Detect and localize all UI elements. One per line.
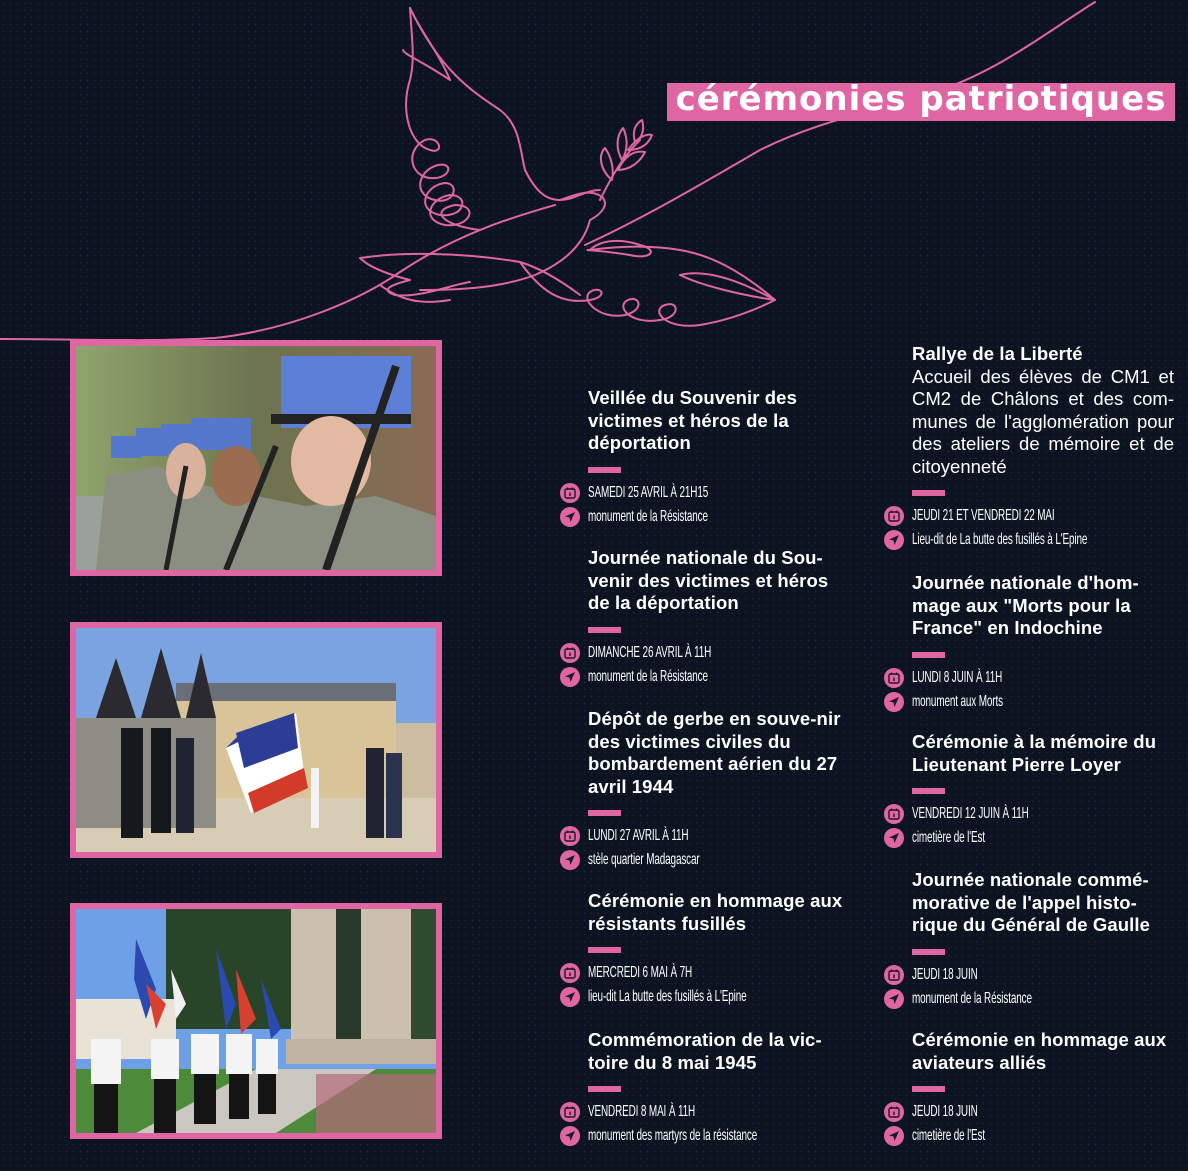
event-place: monument de la Résistance (912, 989, 1032, 1007)
calendar-icon (884, 965, 904, 985)
event-date: LUNDI 8 JUIN À 11H (912, 668, 1003, 686)
event-date-row (560, 641, 845, 665)
event-title: Journée nationale du Sou-venir des victimes et héros de la déportation (588, 547, 829, 613)
location-arrow-icon (560, 667, 580, 687)
location-arrow-icon (884, 692, 904, 712)
calendar-icon (560, 963, 580, 983)
calendar-icon (884, 506, 904, 526)
event-item (884, 572, 1174, 714)
accent-divider (912, 490, 945, 496)
location-arrow-icon (560, 850, 580, 870)
calendar-icon (884, 668, 904, 688)
accent-divider (588, 1086, 621, 1092)
location-arrow-icon (560, 987, 580, 1007)
event-date-row (884, 666, 1174, 690)
location-arrow-icon (884, 530, 904, 550)
event-title: Journée nationale d'hom-mage aux "Morts pour la France" en Indochine (912, 572, 1139, 638)
event-description: Accueil des élèves de CM1 et CM2 de Châlons et des com-munes de l'agglomération pour des ateliers de mémoire et de citoyenneté (912, 365, 1174, 477)
event-date: DIMANCHE 26 AVRIL À 11H (588, 643, 712, 661)
event-title: Veillée du Souvenir des victimes et héros de la déportation (588, 387, 797, 453)
event-title: Commémoration de la vic-toire du 8 mai 1945 (588, 1029, 822, 1073)
calendar-icon (560, 643, 580, 663)
event-place-row (884, 528, 1174, 552)
accent-divider (588, 947, 621, 953)
event-place-row (560, 848, 845, 872)
event-title: Cérémonie en hommage aux résistants fusillés (588, 890, 843, 934)
event-date: LUNDI 27 AVRIL À 11H (588, 827, 689, 844)
event-item (560, 890, 845, 1009)
location-arrow-icon (884, 989, 904, 1009)
dove-illustration (0, 0, 1188, 360)
event-date: SAMEDI 25 AVRIL À 21H15 (588, 483, 709, 501)
accent-divider (588, 467, 621, 473)
event-place-row (884, 690, 1174, 714)
event-place: monument des martyrs de la résistance (588, 1127, 758, 1144)
event-place: Lieu-dit de La butte des fusillés à L'Epine (912, 531, 1088, 548)
calendar-icon (884, 1102, 904, 1122)
page-title: cérémonies patriotiques (675, 79, 1167, 119)
title-banner (667, 79, 1175, 121)
location-arrow-icon (884, 1126, 904, 1146)
event-title: Cérémonie en hommage aux aviateurs alliés (912, 1029, 1167, 1073)
event-date: JEUDI 18 JUIN (912, 1103, 978, 1120)
calendar-icon (560, 1102, 580, 1122)
event-date: VENDREDI 8 MAI À 11H (588, 1103, 696, 1120)
photo-memorial-parade (70, 903, 442, 1139)
event-date-row (884, 963, 1174, 987)
location-arrow-icon (560, 507, 580, 527)
location-arrow-icon (560, 1126, 580, 1146)
event-place: lieu-dit La butte des fusillés à L'Epine (588, 988, 747, 1005)
accent-divider (912, 1086, 945, 1092)
event-place-row (560, 985, 845, 1009)
event-place: monument de la Résistance (588, 667, 708, 685)
photo-flag-ceremony (70, 622, 442, 858)
event-date-row (560, 1100, 845, 1124)
event-item (884, 869, 1174, 1011)
event-place: cimetière de l'Est (912, 1127, 985, 1144)
event-item (884, 343, 1174, 552)
event-date: JEUDI 21 ET VENDREDI 22 MAI (912, 507, 1055, 524)
event-date: MERCREDI 6 MAI À 7H (588, 964, 693, 981)
event-date-row (884, 504, 1174, 528)
event-place-row (560, 505, 845, 529)
event-item (884, 1029, 1174, 1148)
event-date-row (884, 802, 1174, 826)
event-place-row (884, 1124, 1174, 1148)
event-date: JEUDI 18 JUIN (912, 965, 978, 983)
event-place-row (560, 1124, 845, 1148)
calendar-icon (884, 804, 904, 824)
event-date: VENDREDI 12 JUIN À 11H (912, 805, 1029, 822)
event-place-row (884, 826, 1174, 850)
event-title: Journée nationale commé-morative de l'appel histo-rique du Général de Gaulle (912, 869, 1151, 935)
accent-divider (588, 627, 621, 633)
event-place: stèle quartier Madagascar (588, 851, 700, 868)
accent-divider (912, 652, 945, 658)
event-place: monument de la Résistance (588, 507, 708, 525)
event-title: Rallye de la Liberté (912, 343, 1083, 364)
calendar-icon (560, 826, 580, 846)
event-date-row (560, 481, 845, 505)
event-item (560, 1029, 845, 1148)
event-item (560, 708, 845, 872)
event-item (560, 547, 845, 689)
event-place-row (884, 987, 1174, 1011)
accent-divider (912, 788, 945, 794)
event-title: Cérémonie à la mémoire du Lieutenant Pierre Loyer (912, 731, 1157, 775)
event-date-row (560, 824, 845, 848)
event-item (560, 387, 845, 529)
event-item (884, 731, 1174, 850)
accent-divider (588, 810, 621, 816)
event-date-row (884, 1100, 1174, 1124)
accent-divider (912, 949, 945, 955)
location-arrow-icon (884, 828, 904, 848)
photo-gendarmes (70, 340, 442, 576)
event-title: Dépôt de gerbe en souve-nir des victimes civiles du bombardement aérien du 27 avril 1944 (588, 708, 841, 797)
event-place: cimetière de l'Est (912, 829, 985, 846)
calendar-icon (560, 483, 580, 503)
event-date-row (560, 961, 845, 985)
event-place-row (560, 665, 845, 689)
event-place: monument aux Morts (912, 692, 1003, 710)
